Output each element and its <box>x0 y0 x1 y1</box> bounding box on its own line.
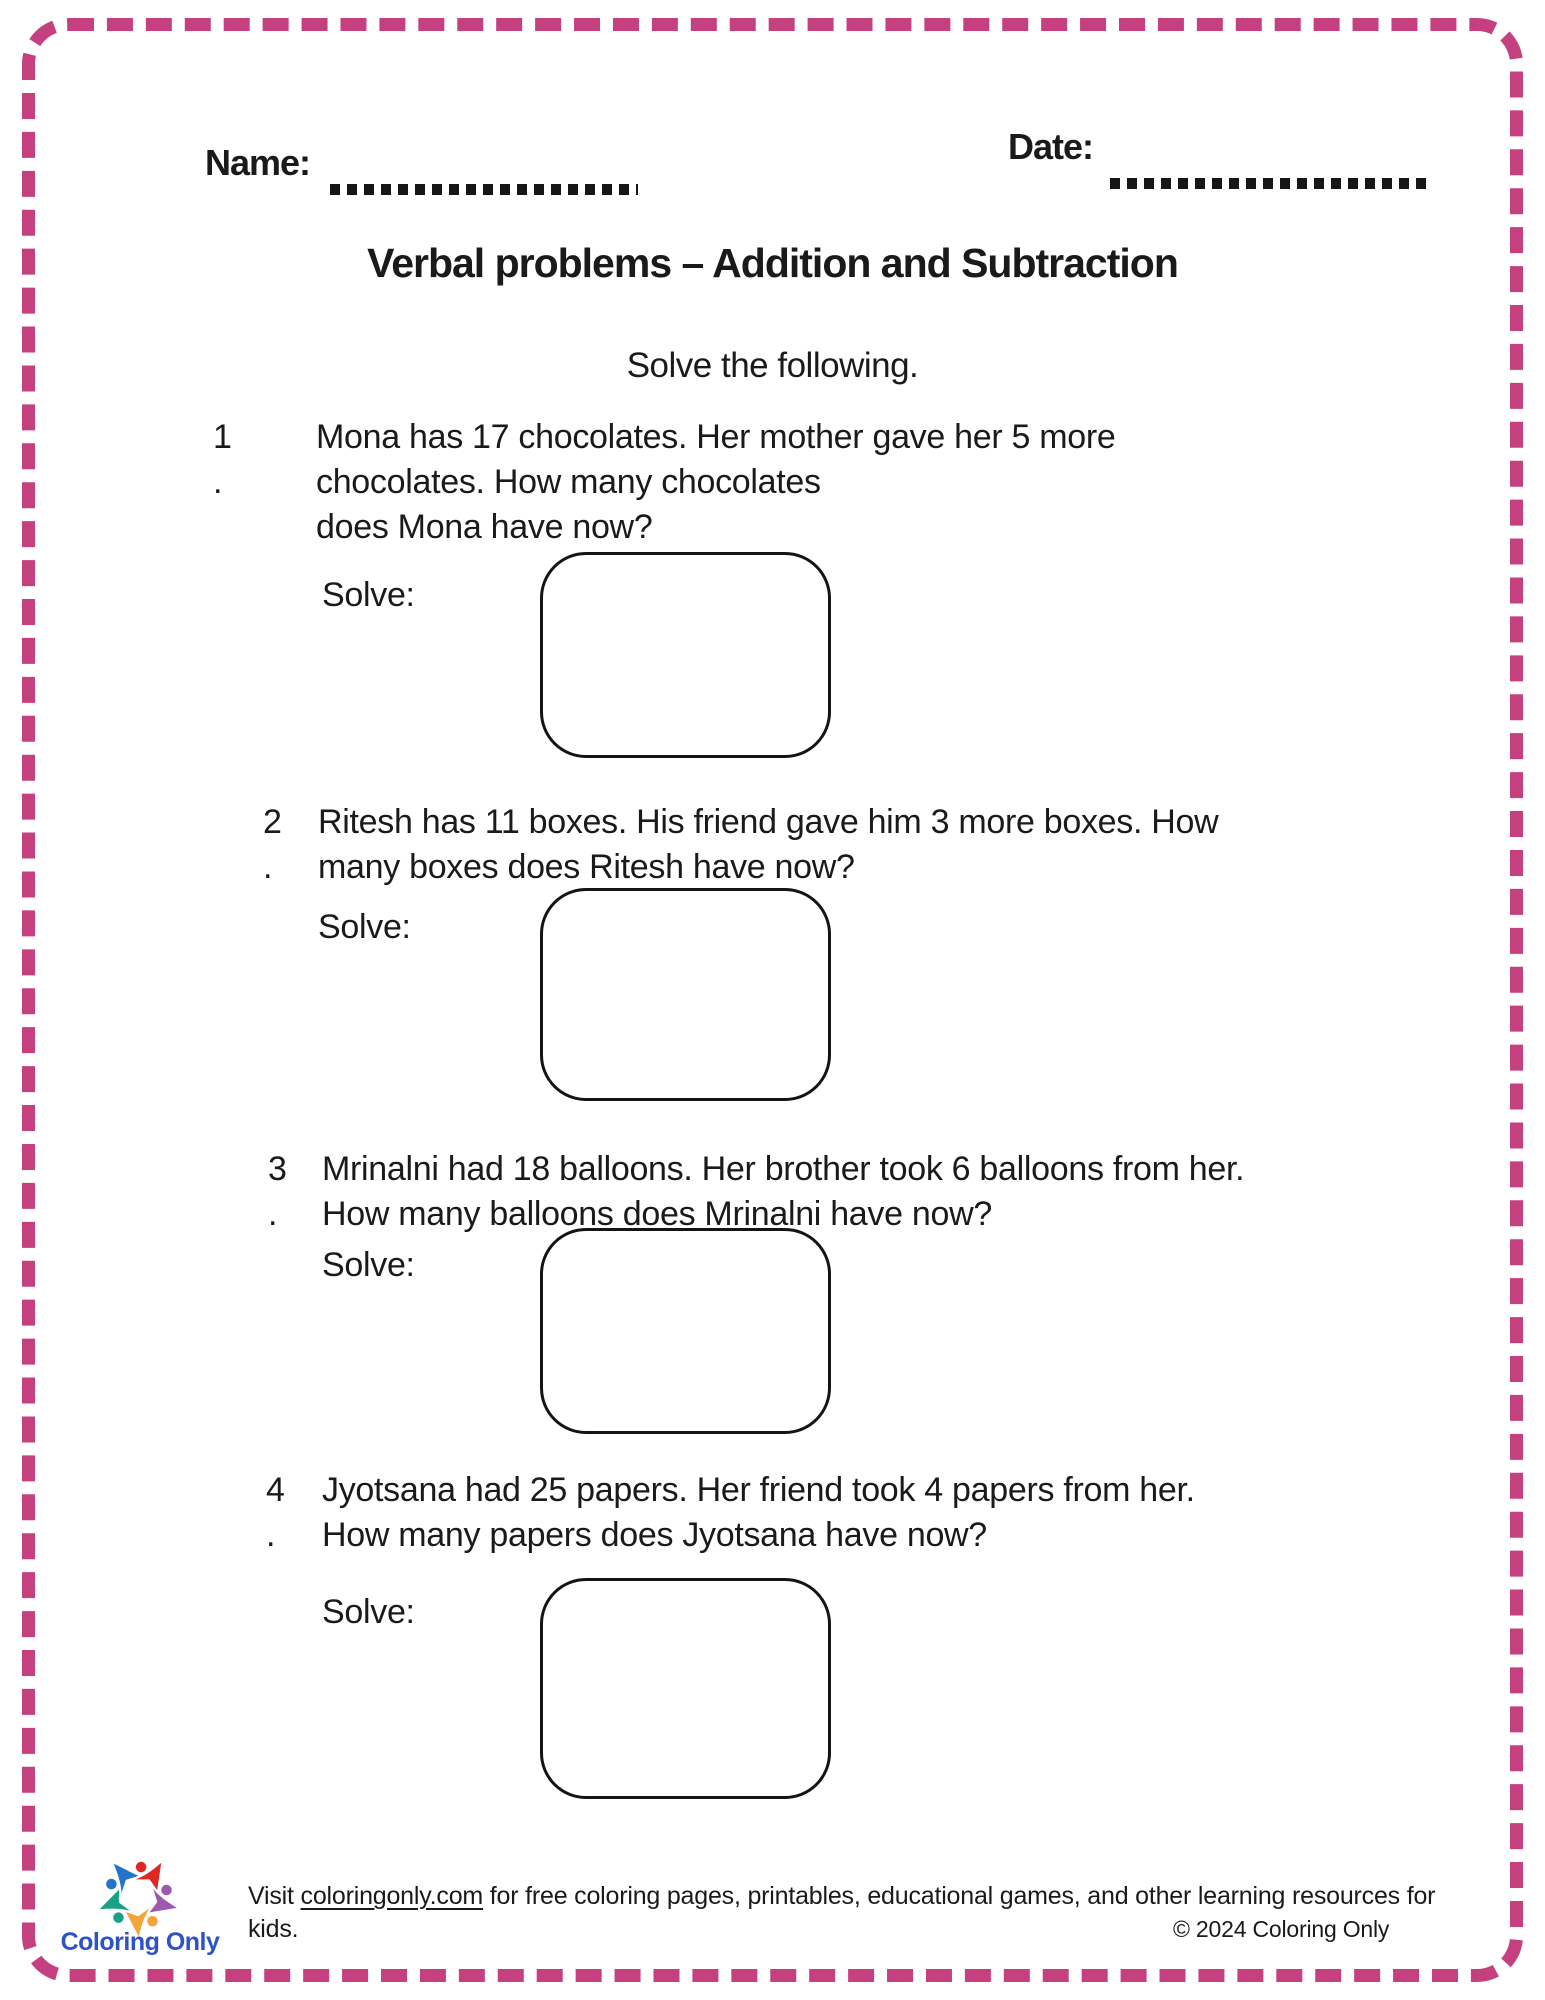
page-title: Verbal problems – Addition and Subtraction <box>367 240 1178 286</box>
problem-number: 4 . <box>266 1471 285 1554</box>
solve-label: Solve: <box>322 1246 415 1284</box>
footer-link[interactable]: coloringonly.com <box>300 1882 484 1910</box>
problem-number: 3 . <box>268 1150 287 1233</box>
problem-number: 1 . <box>213 418 232 501</box>
brand-name: Coloring Only <box>60 1928 220 1956</box>
problem-text: Mrinalni had 18 balloons. Her brother took 6 balloons from her. How many balloons does Mrinalni have now? <box>322 1150 1245 1233</box>
solve-box-1[interactable] <box>540 552 831 758</box>
page-subtitle: Solve the following. <box>626 346 919 385</box>
name-label: Name: <box>205 142 311 183</box>
solve-label: Solve: <box>318 908 411 946</box>
date-label: Date: <box>1008 126 1094 167</box>
problem-text: Jyotsana had 25 papers. Her friend took 4 papers from her. How many papers does Jyotsana have now? <box>322 1471 1195 1554</box>
solve-label: Solve: <box>322 1593 415 1631</box>
problem-text: Mona has 17 chocolates. Her mother gave her 5 more chocolates. How many chocolates does Mona have now? <box>316 418 1116 546</box>
solve-box-3[interactable] <box>540 1228 831 1434</box>
solve-label: Solve: <box>322 576 415 614</box>
copyright-text: © 2024 Coloring Only <box>1173 1916 1390 1942</box>
date-fill-line[interactable] <box>1110 178 1426 189</box>
problem-number: 2 . <box>263 803 282 886</box>
coloring-only-logo <box>94 1852 182 1940</box>
problem-text: Ritesh has 11 boxes. His friend gave him 3 more boxes. How many boxes does Ritesh have now? <box>318 803 1219 886</box>
footer-note-rest: for free coloring pages, printables, educational games, and other learning resources for <box>483 1882 1436 1910</box>
solve-box-4[interactable] <box>540 1578 831 1799</box>
name-fill-line[interactable] <box>330 184 638 195</box>
footer-note-prefix: Visit <box>248 1882 301 1910</box>
solve-box-2[interactable] <box>540 888 831 1101</box>
footer-note-line2: kids. <box>248 1915 299 1943</box>
